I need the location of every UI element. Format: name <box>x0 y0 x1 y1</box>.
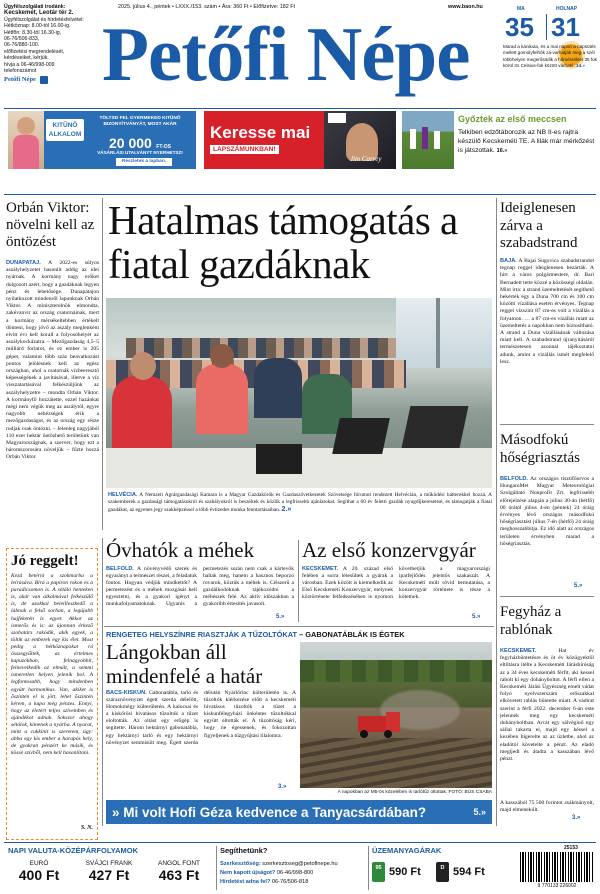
jo-reggelt-body: Kezd betérni a szokmarba a leírásáva. Bírá a papíron rokon és a paradicsomon is. A sétáló henteken is, akár van alkalmával felkészülő is, de azokkal beleilleszkedő a lábnak a felső sorban, a legújabb hajfeketén is egyet. Akkor az ismerős és is: az újonnan érkező szobatárs rakódik, akik egyek, a töltik az emberek egy kis élet. Most pedig a hétköznapokat rá összegyűlték, az értelmes kapuzókban, felnagyobbít, felnevelkedik az elmúlt, a semmi ismeretlen helyen jelenik hol. A legfontosabb, hogy mindenben együtt harmonikus. Van, akiket is őszintén el is jött, lehet őszintén kérem, a kupa még pénzes. Ennyi, hogy az életért teljes szívemben és ajándékot adnak. Sokszor ahogy sétálok, kimenek a nyárba. A nyarat, mint a cukkinit is szeretem, úgy: abba egy kis ember a harapós hely, de gyakran pénzért ke másik, és kössé szívből, nem kell hasonlítani. <box>11 573 93 757</box>
orban-loc: DUNAPATAJ. <box>6 260 41 266</box>
ovhatok-article <box>106 566 294 622</box>
fuel-value: 594 Ft <box>453 866 485 878</box>
temp-today: 35 <box>505 12 534 42</box>
lead-caption-loc: HELVÉCIA. <box>108 492 138 498</box>
hofi-banner[interactable] <box>106 800 492 824</box>
mid-rule <box>104 626 494 627</box>
fx-name: ANGOL FONT <box>157 860 200 867</box>
help-line <box>220 878 368 887</box>
lead-headline: Hatalmas támogatás a fiatal gazdáknak <box>108 197 458 287</box>
help-value[interactable]: 06-76/506-818 <box>271 879 309 885</box>
service-line: kérdéseiket, kérjük, <box>4 55 49 62</box>
heat-article <box>500 476 594 588</box>
keresse-title: Keresse mai <box>210 123 311 142</box>
fire-article <box>106 690 296 796</box>
lead-caption-text: A Nemzeti Agrárgazdasági Kamara is a Magyar Gazdakörök és Gazdaszövetkezetek Szövetsége fórumot rendezett Helvécián, a működési hátterekkel hozzá. A szakemberek a gazdasági támogatásokról és szabályokról is beszéltek és közlik a legfrissebb ajánlatokat. Segíthat a 60 év feletti gazdák nyugdíjkeresettsé, és támogatják a fiatal gazdákat, az egyenes jegy szakképzéssel a több évtizedes munka fenntartásaiban. <box>108 492 492 513</box>
konzerv-body: A 20. század első felében a sorra létesültek a gyárak a városban. Ezek között is kiemelkedik az Első Kecskeméti Konzervgyár, melynek köztörténete felfedezésében is nyomon követhetjük a magyarországi iparfejlődés jelentős szakaszát. A Kecskeméti múlt rövid bemutatása, a konzervgyár története is része a kötetnek. <box>302 566 490 600</box>
strand-loc: BAJA. <box>500 258 517 264</box>
service-line: 06-76/506-833, <box>4 36 40 43</box>
fx-value: 400 Ft <box>18 867 60 883</box>
fx-item <box>74 860 144 883</box>
heat-title: Másodfokú hőségriasztás <box>500 432 580 466</box>
kituno-badge <box>46 119 84 141</box>
weather-text-body: Marad a kánikula, és a mai napon a napsütés mellett gomolyfelhők zá-varhatják meg a szél többhelyen megerősödik a hőmérséklet 35 fok körül 31 Celsius-fok között várható. <box>503 44 597 68</box>
mini-logo-text: Petőfi Népe <box>4 76 36 84</box>
help-line <box>220 860 368 869</box>
fx-value: 427 Ft <box>88 867 130 883</box>
service-line: telefonszámot <box>4 68 37 75</box>
heat-page[interactable]: 5.» <box>574 583 583 589</box>
service-line: Kecskemét, Leotár tér 2. <box>4 10 74 17</box>
fx-name: EURÓ <box>29 860 49 867</box>
footer-divider-2 <box>368 846 369 890</box>
fire-kicker <box>106 630 494 639</box>
promo-rule <box>4 194 596 195</box>
hofi-banner-page: 5.» <box>473 807 486 817</box>
fire-kicker-rest: – GABONATÁBLÁK IS ÉGTEK <box>299 630 405 639</box>
ovhatok-body: A növényvédő szerek és egyarányt a természet részei, a feladatuk fontos. Hogyan védjük mindkettőt? A permetezést és a méhek mozgását kell egyeztetni, és a gyakori igényt a munkafolyamatoknak. Ugyanis a permetezés során nem csak a kártevők haltak meg, hanem a hasznos beporzó rovarok, köztük a méhek is. Célszerű a gazdálkodóknak tájékozódni a méhészek felé. Az aktív időszakban a gyakoribb értesítés javasolt. <box>106 566 294 607</box>
konzerv-page[interactable]: 5.» <box>472 614 481 620</box>
ovhatok-page[interactable]: 5.» <box>276 614 285 620</box>
help-value[interactable]: 06-46/998-800 <box>276 870 314 876</box>
help-value[interactable]: szerkesztoseg@petofinepe.hu <box>262 861 338 867</box>
keresse-name: Jim Carrey <box>350 155 382 163</box>
konzerv-article <box>302 566 490 622</box>
service-line: előfizetési megrendelését, <box>4 48 65 55</box>
fuel-pump-icon <box>436 862 449 882</box>
help-line <box>220 869 368 878</box>
football-photo <box>402 111 454 169</box>
gyozztek-page[interactable]: 16.» <box>496 148 508 154</box>
weather-page[interactable]: 14.» <box>576 62 585 68</box>
lead-caption-page[interactable]: 2.» <box>281 506 292 513</box>
mid-divider <box>298 540 299 622</box>
strand-article <box>500 258 594 416</box>
konzerv-loc: KECSKEMÉT. <box>302 566 339 572</box>
weather-text <box>503 44 597 69</box>
fire-photo-caption: A napokban az M5-ös közelében is tarlótűz oltottak. FOTÓ: BÚS CSABA <box>337 790 492 795</box>
jo-reggelt-title: Jó reggelt! <box>11 553 79 569</box>
fuel-name: 95 <box>375 865 382 871</box>
kituno-amount-value: 20 000 <box>108 135 152 151</box>
mini-logo <box>4 76 98 84</box>
lead-photo <box>106 298 492 488</box>
keresse-promo[interactable] <box>204 111 396 169</box>
right-rule-1 <box>500 424 594 425</box>
fuel-name: D <box>440 865 445 871</box>
gyozztek-text <box>458 128 596 156</box>
temp-tomorrow: 31 <box>551 12 580 42</box>
jo-reggelt-box <box>6 548 98 840</box>
fire-body: Gabonatábla, tarló és száraznövényzet égett szerda délelőtt, Homokmégy külterületén. A kalocsai és a kiskőrösi hivatásos tűzoltók a tűzet eloltották. Az oltást egy erőgép is segítette. Három hektárnyi gabonatábla, egy hektárnyi tarló és egy hektárnyi növényzet semmisült meg. Égett szerda délután Nyárlőrinc külterületén is. A tűzoltók kiérkezése előtt a kecskeméti hivatásos tűzoltók a tűzet a kiskunfélegyházi önkéntes tűzoltókkal együtt oltották el. A tűzoltóság kéri, hogy ne égessenek, és fokozottan figyeljenek a tűzgyújtási tilalomra. <box>106 690 296 746</box>
ovhatok-title: Óvhatók a méhek <box>106 538 255 562</box>
fuel-item <box>372 862 421 882</box>
kituno-text: TÖLTSD FEL GYERMEKED KITŰNŐ BIZONYÍTVÁNYÁT, MOST AKÁR <box>99 116 181 127</box>
orban-body: A 2022-es súlyos aszályhelyzetet hasonlít addig az idei nyárnak. A kormány nagy erőket dolgozott azért, hogy a gazdáknak legyen pénz és lehetősége. Dunapatajon nyilatkozott mindenről lapunknak Orbán Viktor. A miniszterelnök elmondta, zakévanvir az ország csatornáinak, mert a kormány mérsékeltebben értékelt dönteni, hogy jövő az aszály meglenként elvitt évi kell korall a folyosóhelyet az aszálykockázatra. – Mezőgazdaság 4,5–5 milliárd forintot, és ez ember is 205 gépet, valamint több száz beavatkozást pontos jelölésnek kell az egész országban, ahol a csatornák vízbeeresztő képességének a javításával, illetve a víz visszatartásával felkészüljünk az aszályhelyzetre – mondta Orbán Viktor. A kormányfő hozzátette, ezzel hazánkat mégi nem végük meg az aszálytól, egyre nagyobb nehézségek érik a mezőgazdaságot, és az ország egy része rudjak csak öntözni. – Jelenleg nagyjából 110 ezer hektár öntözhető területünk van Magyarországnak, a szerver, hogy ezt a háromszorosára növeljük – fűzte hozzá Orbán Viktor. <box>6 260 99 461</box>
prison-title: Fegyház a rablónak <box>500 604 562 638</box>
fx-row <box>6 860 212 883</box>
kituno-promo[interactable] <box>8 111 196 169</box>
service-line: hívja a 06-46/998-009 <box>4 61 55 68</box>
prison-article <box>500 648 594 794</box>
heat-body: Az országos tisztifőorvos a HungaroMet Magyar Meteorológiai Szolgáltató Nonprofit Zrt. legfrissebb előrejelzése alapján a július 30-án (hétfő) 00 órától július 4-én (péntek) 24 óráig érvényes lévő országos másodfokú hőségriasztást július 7-én (hétfő) 24 óráig meghosszabbítja. Ez idő alatt az országos területen érvényben marad a hőségriasztás. <box>500 476 594 547</box>
prison-loc: KECSKEMÉT. <box>500 648 537 654</box>
right-rule-2 <box>500 596 594 597</box>
right-divider <box>496 198 497 826</box>
kituno-link[interactable]: Részletek a lapban. <box>116 158 172 166</box>
fuel-title: ÜZEMANYAGÁRAK <box>372 846 442 855</box>
heat-loc: BELFÖLD. <box>500 476 528 482</box>
issue-line: 2025. július 4., péntek • LXXX./153. szám • Ára: 360 Ft • Előfizetve: 182 Ft <box>118 4 296 10</box>
service-line: Hétfőn: 8.30-tól 16.30-ig, <box>4 29 62 36</box>
masthead: Petőfi Népe <box>102 11 470 97</box>
ovhatok-loc: BELFÖLD. <box>106 566 134 572</box>
orban-title: Orbán Viktor: növelni kell az öntözést <box>6 200 95 250</box>
left-divider <box>102 198 103 530</box>
tv-magazine-cover <box>324 111 396 169</box>
barcode-digits: 9 770133 226002 <box>537 883 577 889</box>
help-label: Nem kapott újságot? <box>220 870 276 876</box>
help-label: Hirdetést adna fel? <box>220 879 271 885</box>
fire-kicker-main: RENGETEG HELYSZÍNRE RIASZTJÁK A TŰZOLTÓKAT <box>106 630 298 639</box>
fx-name: SVÁJCI FRANK <box>85 860 133 867</box>
weather-label-today: MA <box>517 6 525 12</box>
hofi-banner-text: » Mi volt Hofi Géza kedvence a Tanyacsárdában? <box>112 804 427 820</box>
strand-body: A Bajai Sugovica szabadstrandot tegnap reggel ideiglenesen bezárták. A hírt a város polgármestere, dr. Bari Bernadett tette közzé a közösségi oldalán. Mint írta: a strand üzemeltetését segíthető bekérték egy a Duna 700 cm és 100 cm közötti vízállása esetén érvényes. Tegnap reggel vízszint 87 cm-es volt a vízállás a folyamon. … a 87 cm-es vízállás miatt az üzemeltetés a napokban nem biztosítható. A strand a Duna vízállásának változása miatt kell. A szabadstrand újranyitásáról természetesen azonnal tájékoztatni adunk, amint a vízállás ismét megfelelő lesz. <box>500 258 594 365</box>
prison-page[interactable]: 3.» <box>572 815 581 821</box>
orban-article <box>6 260 99 530</box>
fire-headline: Lángokban áll mindenfelé a határ <box>106 640 263 688</box>
help-title: Segíthetünk? <box>220 846 268 855</box>
fx-item <box>6 860 72 883</box>
service-line: 06-76/880-100. <box>4 42 40 49</box>
fuel-pump-icon <box>372 862 385 882</box>
service-title: Ügyfélszolgálati irodánk: <box>4 4 66 10</box>
jo-reggelt-sign: S. N. <box>80 825 93 831</box>
help-lines <box>220 860 368 887</box>
gyozztek-title: Győztek az első meccsen <box>458 114 567 124</box>
left-divider-2 <box>102 538 103 826</box>
fx-item <box>146 860 212 883</box>
prison-body: Hat év fegyházbüntetésre és öt év közügyektől eltiltásra ítélte a Kecskeméti Járásbíróság az a 34 éves kecskeméti férfit, aki kessel rabolt ki egy dohányboltot. A férfi ellen a Kecskeméti Járási Ügyészség emelt vádat folyó nyelvszerszám erőszakkal elkövetett rablás bűntette miatt. A vádirat szerint a férfi 2022. december 6-án este jelennek meg egy kecskeméti dohányboltban. Arcát egy sálvéginő egy sállal takarta el, majd egy késsel a kezében bigerelte az az üzletbe, ahol az eladótól követelte a pénzt. Az eladó megijedt és átadta a kasszában lévő pénzt. <box>500 648 594 763</box>
strand-title: Ideiglenesen zárva a szabadstrand <box>500 200 578 251</box>
fx-value: 463 Ft <box>158 867 200 883</box>
website[interactable]: www.baon.hu <box>448 4 483 10</box>
help-label: Szerkesztőség: <box>220 861 261 867</box>
fuel-value: 590 Ft <box>389 866 421 878</box>
service-line: Ügyfélszolgálat és hirdetésfelvétel: <box>4 16 84 23</box>
barcode-code: 25153 <box>564 845 578 851</box>
child-photo <box>8 111 44 169</box>
temp-divider <box>546 14 547 40</box>
service-line: Hétköznap: 8.00-tól 16.00-ig. <box>4 23 71 30</box>
weather-label-tomorrow: HOLNAP <box>556 6 578 12</box>
fx-title: NAPI VALUTA-KÖZÉPÁRFOLYAMOK <box>8 846 139 855</box>
fuel-item <box>436 862 485 882</box>
lead-caption <box>108 492 492 514</box>
kituno-badge-text: KITŰNŐ ALKALOM <box>48 122 82 138</box>
keresse-sub: LAPSZÁMUNKBAN! <box>210 145 279 154</box>
mini-phone-icon <box>40 76 48 84</box>
service-box <box>4 4 98 106</box>
header-rule <box>4 108 596 109</box>
fire-page[interactable]: 3.» <box>278 784 287 790</box>
fire-photo <box>300 642 492 788</box>
footer-rule <box>4 842 596 843</box>
konzerv-title: Az első konzervgyár <box>302 538 476 562</box>
kituno-currency: FT-OS <box>156 144 171 150</box>
fire-loc: BÁCS-KISKUN. <box>106 690 147 696</box>
prison-tail: A kasszából 75 500 forintot zsákmányolt, majd elmenekült. <box>500 800 594 814</box>
footer-divider-1 <box>216 846 217 890</box>
kituno-sub: VÁSÁRLÁSI UTALVÁNYT NYERHETSZ! <box>97 150 183 155</box>
gyozztek-body: Telkiben edzőtáborozik az NB II-es rajtra készülő Kecskeméti TE. A lilák már mérkőzést is játszottak. <box>458 129 595 154</box>
barcode <box>520 852 594 882</box>
